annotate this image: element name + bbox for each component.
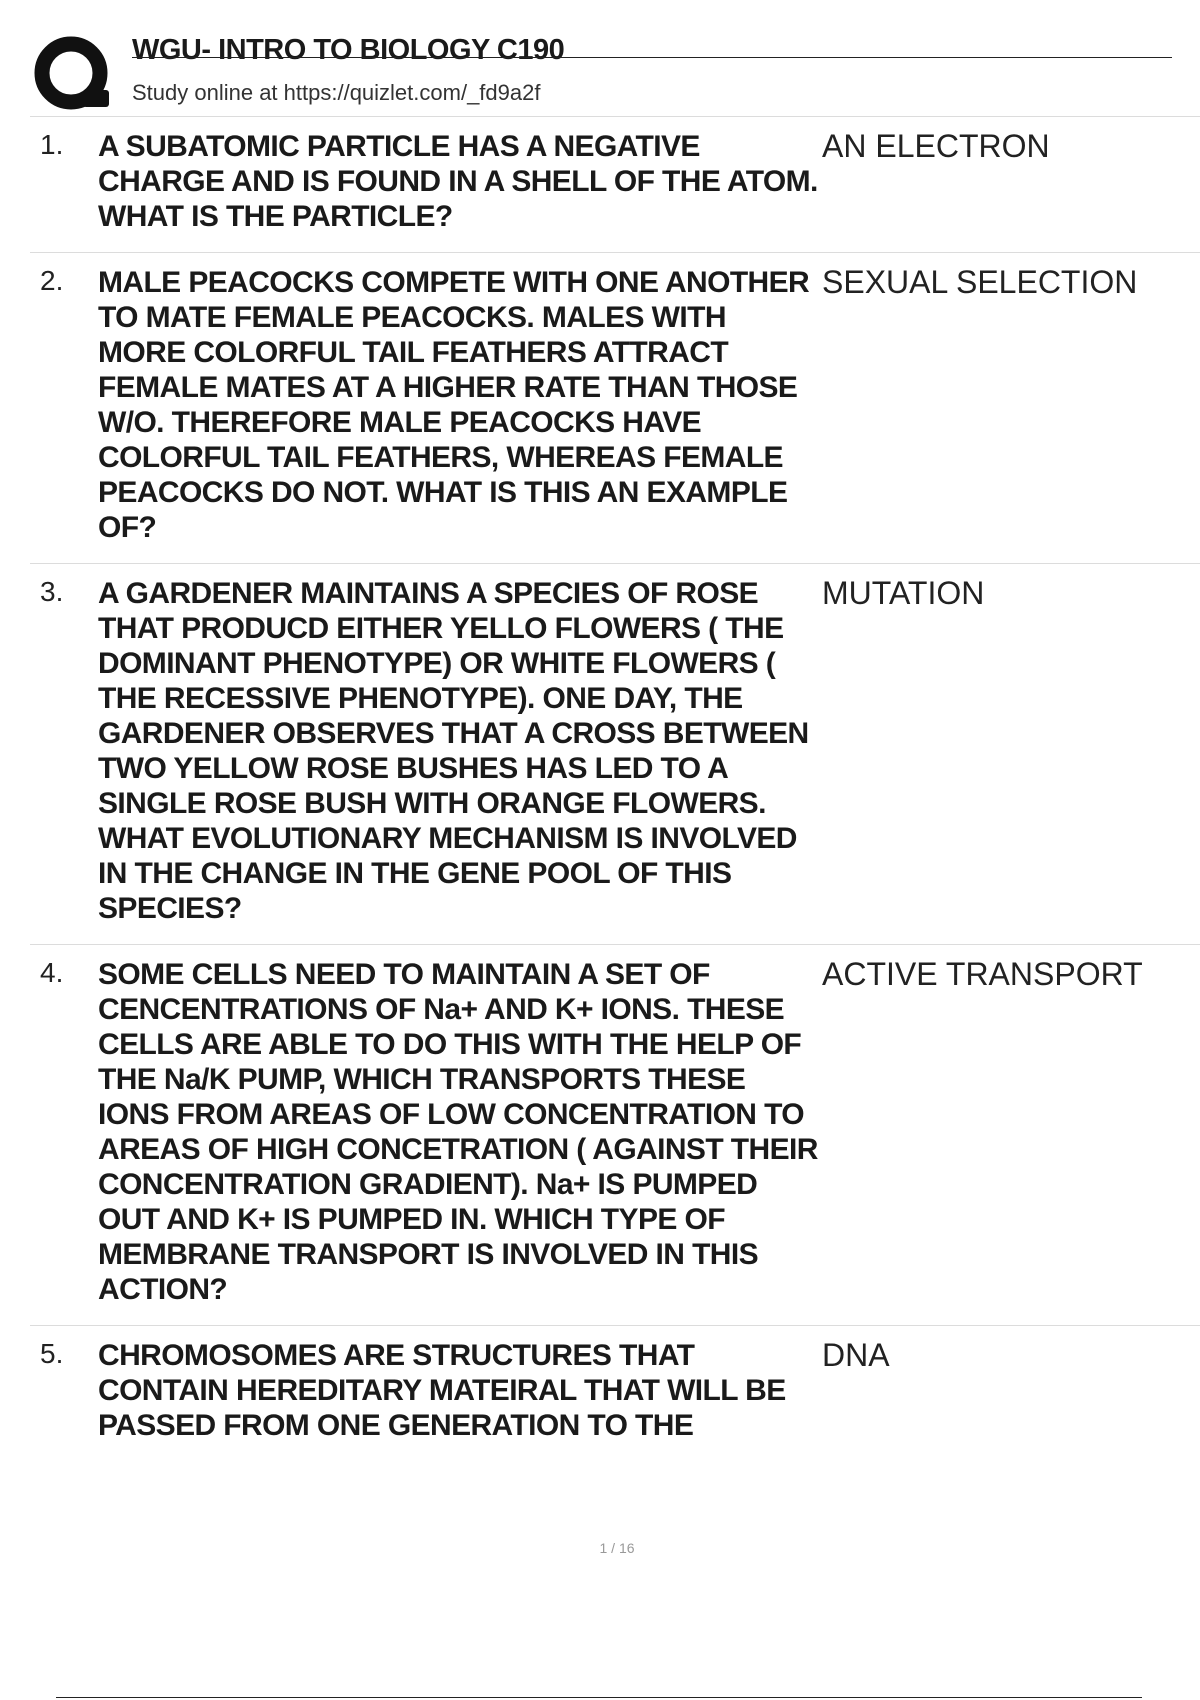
page-header xyxy=(30,28,1200,118)
card-definition: DNA xyxy=(822,1337,890,1373)
card-term: SOME CELLS NEED TO MAINTAIN A SET OF CENCENTRATIONS OF Na+ AND K+ IONS. THESE CELLS ARE ABLE TO DO THIS WITH THE HELP OF THE Na/K PUMP, WHICH TRANSPORTS THESE IONS FROM AREAS OF LOW CONCENTRATION TO AREAS OF HIGH CONCETRATION ( AGAINST THEIR CONCENTRATION GRADIENT). Na+ IS PUMPED OUT AND K+ IS PUMPED IN. WHICH TYPE OF MEMBRANE TRANSPORT IS INVOLVED IN THIS ACTION? xyxy=(98,958,818,1306)
card-number: 4. xyxy=(40,957,64,988)
card-definition: ACTIVE TRANSPORT xyxy=(822,956,1143,992)
card-number: 3. xyxy=(40,576,64,607)
card-definition: MUTATION xyxy=(822,575,985,611)
flashcard xyxy=(30,564,1200,945)
quizlet-logo-icon xyxy=(33,34,113,114)
flashcard xyxy=(30,945,1200,1326)
flashcard xyxy=(30,117,1200,253)
card-number: 1. xyxy=(40,129,64,160)
title-rule xyxy=(132,57,1172,58)
card-definition: SEXUAL SELECTION xyxy=(822,264,1138,300)
page-number: 1 / 16 xyxy=(599,1540,635,1556)
flashcard xyxy=(30,253,1200,564)
footer-rule xyxy=(56,1697,1142,1698)
card-term: MALE PEACOCKS COMPETE WITH ONE ANOTHER TO MATE FEMALE PEACOCKS. MALES WITH MORE COLORFUL TAIL FEATHERS ATTRACT FEMALE MATES AT A HIGHER RATE THAN THOSE W/O. THEREFORE MALE PEACOCKS HAVE COLORFUL TAIL FEATHERS, WHEREAS FEMALE PEACOCKS DO NOT. WHAT IS THIS AN EXAMPLE OF? xyxy=(98,266,810,544)
card-number: 2. xyxy=(40,265,64,296)
flashcard xyxy=(30,1326,1200,1461)
card-term: CHROMOSOMES ARE STRUCTURES THAT CONTAIN HEREDITARY MATEIRAL THAT WILL BE PASSED FROM ONE GENERATION TO THE xyxy=(98,1339,786,1442)
card-term: A SUBATOMIC PARTICLE HAS A NEGATIVE CHARGE AND IS FOUND IN A SHELL OF THE ATOM. WHAT IS THE PARTICLE? xyxy=(98,130,818,233)
document-title: WGU- INTRO TO BIOLOGY C190 xyxy=(132,34,565,66)
card-definition: AN ELECTRON xyxy=(822,128,1050,164)
card-term: A GARDENER MAINTAINS A SPECIES OF ROSE THAT PRODUCD EITHER YELLO FLOWERS ( THE DOMINANT PHENOTYPE) OR WHITE FLOWERS ( THE RECESSIVE PHENOTYPE). ONE DAY, THE GARDENER OBSERVES THAT A CROSS BETWEEN TWO YELLOW ROSE BUSHES HAS LED TO A SINGLE ROSE BUSH WITH ORANGE FLOWERS. WHAT EVOLUTIONARY MECHANISM IS INVOLVED IN THE CHANGE IN THE GENE POOL OF THIS SPECIES? xyxy=(98,577,809,925)
study-link[interactable]: Study online at https://quizlet.com/_fd9a2f xyxy=(132,80,541,105)
card-number: 5. xyxy=(40,1338,64,1369)
flashcard-list xyxy=(30,116,1200,1461)
